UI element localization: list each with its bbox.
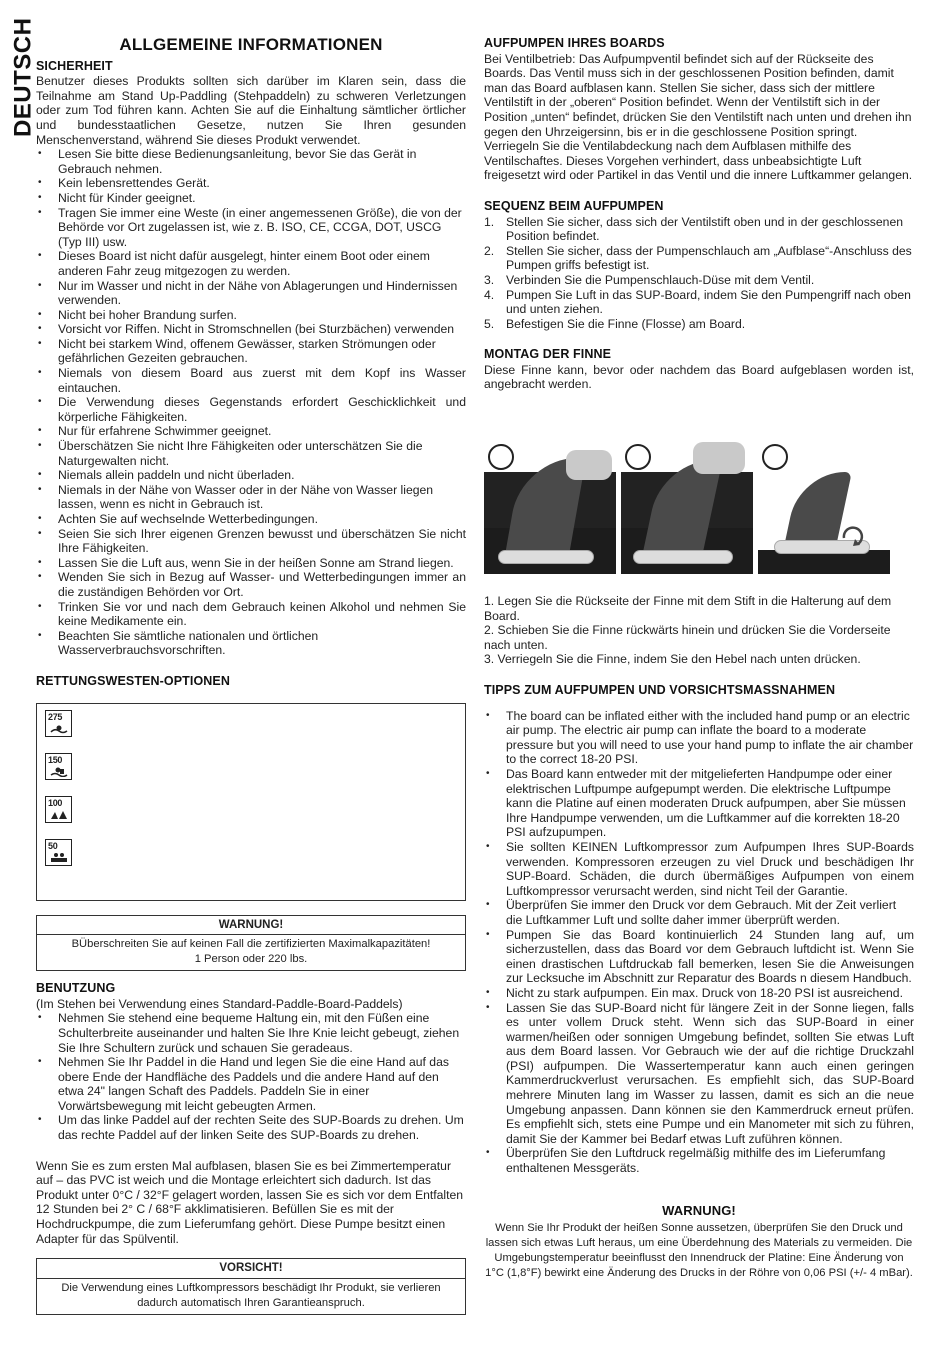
list-item: • Achten Sie auf wechselnde Wetterbedingungen. <box>36 512 466 527</box>
fin-photo-step-1 <box>484 432 616 574</box>
list-item: • Nehmen Sie Ihr Paddel in die Hand und legen Sie die eine Hand auf das obere Ende der Handfläche des Paddels und die andere Hand auf den etwa 24" langen Schaft des Paddels. Paddeln Sie in einer Vorwärtsbewegung mit leicht gebeugten Armen. <box>36 1055 466 1113</box>
pfd-100-icon: 100 <box>45 796 72 823</box>
final-warning <box>484 1204 914 1282</box>
list-item: • Um das linke Paddel auf der rechten Seite des SUP-Boards zu drehen. Um das rechte Paddel auf der linken Seite des SUP-Boards zu drehen. <box>36 1113 466 1142</box>
list-item: • Lesen Sie bitte diese Bedienungsanleitung, bevor Sie das Gerät in Gebrauch nehmen. <box>36 147 466 176</box>
capacity-warning-box <box>36 915 466 972</box>
list-item: 2. Stellen Sie sicher, dass der Pumpenschlauch am „Aufblase“-Anschluss des Pumpen griffs befestigt ist. <box>484 243 912 273</box>
fin-step: 2. Schieben Sie die Finne rückwärts hinein und drücken Sie die Vorderseite nach unten. <box>484 623 891 652</box>
language-label: DEUTSCH <box>9 17 37 138</box>
pfd-options-box <box>36 703 466 901</box>
pfd-150-icon: 150 <box>45 753 72 780</box>
warning-body <box>37 935 465 970</box>
caution-body: Die Verwendung eines Luftkompressors beschädigt Ihr Produkt, sie verlieren dadurch automatisch Ihren Garantieanspruch. <box>61 1281 441 1309</box>
list-item: • Trinken Sie vor und nach dem Gebrauch keinen Alkohol und nehmen Sie keine Medikamente ein. <box>36 600 466 629</box>
list-item: • Sie sollten KEINEN Luftkompressor zum Aufpumpen Ihres SUP-Boards verwenden. Kompressoren erzeugen zu viel Druck und beschädigen Ihr SUP-Board. Schäden, die durch übermäßiges Aufpumpen von einem Luftkompressor verursacht werden, sind nicht Teil der Garantie. <box>484 840 914 898</box>
list-item: • Lassen Sie das SUP-Board nicht für längere Zeit in der Sonne liegen, falls es unter vollem Druck steht. Wenn sich das SUP-Board in einer warmen/heißen oder sonnigen Umgebung befindet, sollten Sie etwas Luft aus dem Board lassen. Vor Gebrauch wie der auf die richtige Druckzahl (PSI) aufpumpen. Die Wassertemperatur kann auch einen geringen Kammerdruckverlust verursachen. Es empfiehlt sich, das SUP-Board mehrere Minuten lang im Wasser zu lassen, damit es sich an die neue Umgebung anpassen. Dann können sie den Kammerdruck erneut prüfen. Es empfiehlt sich, stets eine Pumpe und ein Manometer mit sich zu führen, damit Sie der Kammer bei Bedarf etwas Luft zuführen können. <box>484 1001 914 1147</box>
list-item: • Vorsicht vor Riffen. Nicht in Stromschnellen (bei Sturzbächen) verwenden <box>36 322 466 337</box>
list-item: • Die Verwendung dieses Gegenstands erfordert Geschicklichkeit und körperliche Fähigkeiten. <box>36 395 466 424</box>
tips-heading: TIPPS ZUM AUFPUMPEN UND VORSICHTSMASSNAHMEN <box>484 683 836 698</box>
list-item: • Niemals allein paddeln und nicht überladen. <box>36 468 466 483</box>
tips-list <box>484 709 914 1176</box>
list-item: • Überprüfen Sie immer den Druck vor dem Gebrauch. Mit der Zeit verliert die Luftkammer Luft und sollte daher immer überprüft werden. <box>484 898 914 927</box>
list-item: • Überprüfen Sie den Luftdruck regelmäßig mithilfe des im Lieferumfang enthaltenen Messgeräts. <box>484 1146 914 1175</box>
list-item: • Pumpen Sie das Board kontinuierlich 24 Stunden lang auf, um sicherzustellen, dass das Board vor dem Gebrauch luftdicht ist. Wenn Sie einen drastischen Luftdruckab fall bemerken, lesen Sie die Anweisungen zur Lecksuche im Abschnitt zur Reparatur des Boards n diesem Handbuch. <box>484 928 914 986</box>
list-item: 3. Verbinden Sie die Pumpenschlauch-Düse mit dem Ventil. <box>484 272 815 287</box>
fin-step: 1. Legen Sie die Rückseite der Finne mit dem Stift in die Halterung auf dem Board. <box>484 594 892 623</box>
safety-list <box>36 147 466 658</box>
left-column <box>36 36 466 1315</box>
step-circle-icon <box>762 444 788 470</box>
final-warning-head: WARNUNG! <box>662 1202 736 1218</box>
fin-text: Diese Finne kann, bevor oder nachdem das Board aufgeblasen worden ist, angebracht werden. <box>484 362 914 392</box>
warning-line: 1 Person oder 220 lbs. <box>194 953 308 966</box>
sequence-list <box>484 215 914 332</box>
list-item: • Nur für erfahrene Schwimmer geeignet. <box>36 424 466 439</box>
list-item: • Tragen Sie immer eine Weste (in einer angemessenen Größe), die von der Behörde vor Ort zugelassen ist, wie z. B. ISO, CE, CCGA, DOT, USCG (Typ III) usw. <box>36 206 466 250</box>
list-item: • Das Board kann entweder mit der mitgelieferten Handpumpe oder einer elektrischen Luftpumpe aufgepumpt werden. Die elektrische Luftpumpe kann die Platine auf einen moderaten Druck aufpumpen, aber Sie müssen Ihre Handpumpe verwenden, um die Luftkammer auf die korrekten 18-20 PSI aufzupumpen. <box>484 767 914 840</box>
final-warning-body: Wenn Sie Ihr Produkt der heißen Sonne aussetzen, überprüfen Sie den Druck und lassen sich etwas Luft heraus, um eine Überdehnung des Materials zu vermeiden. Die Umgebungstemperatur beeinflusst den Innendruck der Platine: Eine Änderung von 1°C (1,8°F) bewirkt eine Änderung des Drucks in der Röhre von 0,06 PSI (+/- 4 mBar). <box>485 1222 913 1280</box>
list-item: • Kein lebensrettendes Gerät. <box>36 176 466 191</box>
usage-heading: BENUTZUNG <box>36 981 116 996</box>
fin-photo-step-3 <box>758 432 890 574</box>
fin-photo-step-2 <box>621 432 753 574</box>
list-item: • Nicht zu stark aufpumpen. Ein max. Druck von 18-20 PSI ist ausreichend. <box>484 986 914 1001</box>
language-tab <box>2 17 37 138</box>
fin-heading: MONTAG DER FINNE <box>484 347 612 362</box>
fin-step: 3. Verriegeln Sie die Finne, indem Sie den Hebel nach unten drücken. <box>484 652 861 667</box>
page-title: ALLGEMEINE INFORMATIONEN <box>119 35 383 54</box>
step-circle-icon <box>625 444 651 470</box>
sequence-heading: SEQUENZ BEIM AUFPUMPEN <box>484 198 664 213</box>
list-item: • Seien Sie sich Ihrer eigenen Grenzen bewusst und überschätzen Sie nicht Ihre Fähigkeiten. <box>36 527 466 556</box>
inflate-heading: AUFPUMPEN IHRES BOARDS <box>484 36 665 50</box>
warning-head: WARNUNG! <box>37 916 465 936</box>
warning-line: BÜberschreiten Sie auf keinen Fall die zertifizierten Maximalkapazitäten! <box>71 938 431 951</box>
usage-list <box>36 1011 466 1142</box>
list-item: 1. Stellen Sie sicher, dass sich der Ventilstift oben und in der geschlossenen Position befindet. <box>484 214 904 244</box>
list-item: • Überschätzen Sie nicht Ihre Fähigkeiten oder unterschätzen Sie die Naturgewalten nicht. <box>36 439 466 468</box>
right-column <box>484 36 914 1281</box>
pfd-275-icon: 275 <box>45 710 72 737</box>
pfd-heading: RETTUNGSWESTEN-OPTIONEN <box>36 673 230 688</box>
usage-subtitle: (Im Stehen bei Verwendung eines Standard-Paddle-Board-Paddels) <box>36 996 403 1011</box>
safety-intro: Benutzer dieses Produkts sollten sich darüber im Klaren sein, dass die Teilnahme am Stand Up-Paddling (Stehpaddeln) zu schweren Verletzungen oder zum Tod führen kann. Achten Sie auf die Einhaltung sämtlicher örtlicher und bundesstaatlichen Gesetze, nutzen Sie Ihren gesunden Menschenverstand, während Sie dieses Produkt verwendet. <box>36 74 466 147</box>
fin-photos <box>484 432 914 574</box>
pfd-50-icon: 50 <box>45 839 72 866</box>
caution-head: VORSICHT! <box>37 1259 465 1279</box>
first-inflate-text: Wenn Sie es zum ersten Mal aufblasen, blasen Sie es bei Zimmertemperatur auf – das PVC ist weich und die Montage erleichtert sich dadurch. Ist das Produkt unter 0°C / 32°F gelagert worden, lassen Sie es sich vor dem Entfalten 12 Stunden bei 2° C / 68°F akklimatisieren. Befüllen Sie es mit der Hochdruckpumpe, die zum Lieferumfang gehört. Diese Pumpe besitzt einen Adapter für das Spülventil. <box>36 1158 464 1246</box>
list-item: • Nicht für Kinder geeignet. <box>36 191 466 206</box>
step-circle-icon <box>488 444 514 470</box>
list-item: 5. Befestigen Sie die Finne (Flosse) am Board. <box>484 316 746 331</box>
list-item: • Lassen Sie die Luft aus, wenn Sie in der heißen Sonne am Strand liegen. <box>36 556 466 571</box>
rotate-arrow-icon <box>838 520 868 550</box>
list-item: • Nehmen Sie stehend eine bequeme Haltung ein, mit den Füßen eine Schulterbreite auseinander und halten Sie Ihre Knie leicht gebeugt, ziehen Sie Ihre Schultern zurück und schauen Sie geradeaus. <box>36 1011 466 1055</box>
list-item: • The board can be inflated either with the included hand pump or an electric air pump. The electric air pump can inflate the board to a moderate pressure but you will need to use your hand pump to inflate the air chamber to the correct 18-20 PSI. <box>484 709 914 767</box>
list-item: • Beachten Sie sämtliche nationalen und örtlichen Wasserverbrauchsvorschriften. <box>36 629 466 658</box>
caution-box <box>36 1258 466 1315</box>
list-item: • Niemals in der Nähe von Wasser oder in der Nähe von Wasser liegen lassen, wenn es nicht in Gebrauch ist. <box>36 483 466 512</box>
list-item: 4. Pumpen Sie Luft in das SUP-Board, indem Sie den Pumpengriff nach oben und unten ziehen. <box>484 287 911 317</box>
list-item: • Nicht bei hoher Brandung surfen. <box>36 308 466 323</box>
list-item: • Nur im Wasser und nicht in der Nähe von Ablagerungen und Hindernissen verwenden. <box>36 279 466 308</box>
list-item: • Nicht bei starkem Wind, offenem Gewässer, starken Strömungen oder gefährlichen Gezeiten gebrauchen. <box>36 337 466 366</box>
inflate-text: Bei Ventilbetrieb: Das Aufpumpventil befindet sich auf der Rückseite des Boards. Das Ventil muss sich in der geschlossenen Position befinden, damit man das Board aufblasen kann. Stellen Sie sicher, dass sich der mittlere Ventilstift in der „oberen“ Position befindet. Wenn der Ventilstift sich in der Position „unten“ befindet, drücken Sie den Ventilstift nach unten und drehen ihn gegen den Uhrzeigersinn, bis er in die geschlossene Position springt. Verriegeln Sie die Ventilabdeckung nach dem Aufblasen mithilfe des Ventilschaftes. Dieses Vorgehen verhindert, dass unbeabsichtigte Luft freigesetzt wird oder Partikel in das Ventil und die innere Luftkammer gelangen. <box>484 51 913 183</box>
list-item: • Dieses Board ist nicht dafür ausgelegt, hinter einem Boot oder einem anderen Fahr zeug mitgezogen zu werden. <box>36 249 466 278</box>
safety-heading: SICHERHEIT <box>36 58 113 73</box>
list-item: • Niemals von diesem Board aus zuerst mit dem Kopf ins Wasser eintauchen. <box>36 366 466 395</box>
list-item: • Wenden Sie sich in Bezug auf Wasser- und Wetterbedingungen immer an die zuständigen Behörden vor Ort. <box>36 570 466 599</box>
